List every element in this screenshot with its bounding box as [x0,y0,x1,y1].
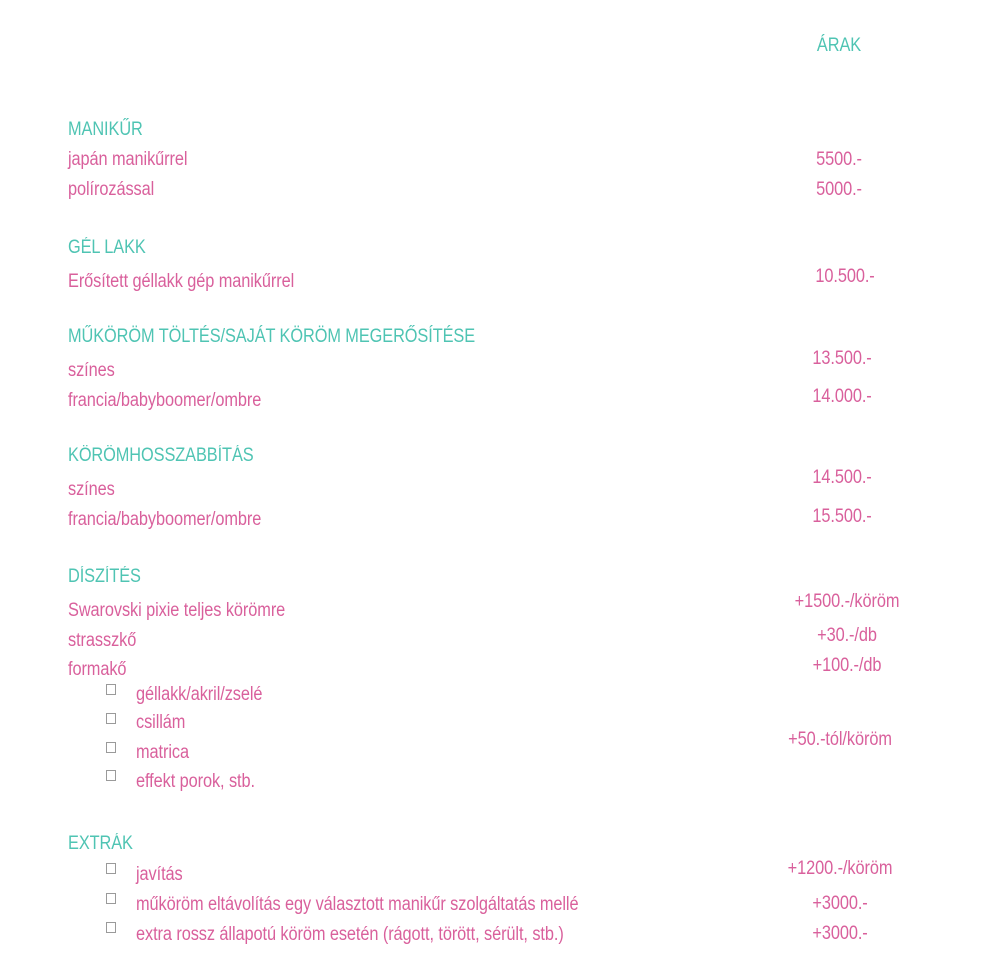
checkbox-icon [106,684,116,695]
service-price: 14.000.- [812,386,872,407]
service-label: francia/babyboomer/ombre [68,509,262,530]
service-price: +30.-/db [817,625,877,646]
service-label: színes [68,360,115,381]
service-price: 5500.- [816,149,862,170]
service-label: színes [68,479,115,500]
service-label: formakő [68,659,127,680]
service-label: francia/babyboomer/ombre [68,390,262,411]
service-price: +100.-/db [812,655,882,676]
service-price: +1200.-/köröm [787,858,893,879]
sub-item-label: javítás [136,864,183,885]
section-title-gel-lakk: GÉL LAKK [68,237,146,258]
service-label: Erősített géllakk gép manikűrrel [68,271,295,292]
service-price: +3000.- [812,923,868,944]
service-label: japán manikűrrel [68,149,188,170]
service-label: Swarovski pixie teljes körömre [68,600,286,621]
sub-item-label: effekt porok, stb. [136,771,255,792]
checkbox-icon [106,742,116,753]
service-price: +50.-tól/köröm [788,729,892,750]
section-title-extrak: EXTRÁK [68,833,133,854]
service-label: strasszkő [68,630,137,651]
sub-item-label: matrica [136,742,189,763]
checkbox-icon [106,863,116,874]
service-label: polírozással [68,179,155,200]
checkbox-icon [106,770,116,781]
sub-item-label: csillám [136,712,186,733]
service-price: +3000.- [812,893,868,914]
sub-item-label: géllakk/akril/zselé [136,684,263,705]
section-title-mukorom-toltes: MŰKÖRÖM TÖLTÉS/SAJÁT KÖRÖM MEGERŐSÍTÉSE [68,326,476,347]
checkbox-icon [106,922,116,933]
service-price: 10.500.- [815,266,875,287]
service-price: 13.500.- [812,348,872,369]
service-price: 15.500.- [812,506,872,527]
checkbox-icon [106,713,116,724]
prices-title: ÁRAK [816,35,862,56]
service-price: 5000.- [816,179,862,200]
service-price: +1500.-/köröm [794,591,900,612]
section-title-koromhosszabbitas: KÖRÖMHOSSZABBÍTÁS [68,445,254,466]
section-title-manikur: MANIKŰR [68,119,143,140]
service-price: 14.500.- [812,467,872,488]
sub-item-label: műköröm eltávolítás egy választott manikűr szolgáltatás mellé [136,894,579,915]
sub-item-label: extra rossz állapotú köröm esetén (rágott, törött, sérült, stb.) [136,924,564,945]
checkbox-icon [106,893,116,904]
section-title-diszites: DÍSZÍTÉS [68,566,141,587]
